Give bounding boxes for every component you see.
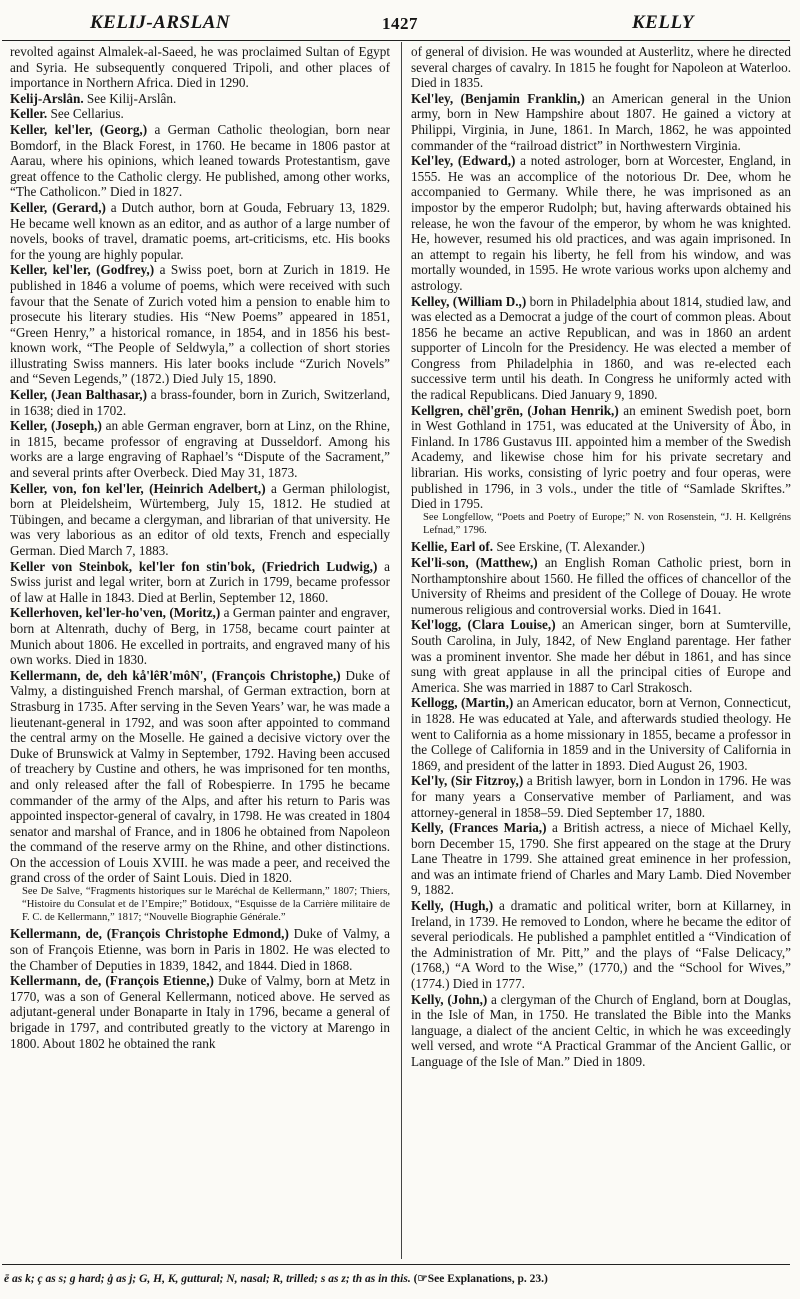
entry-text: a Dutch author, born at Gouda, February 13, 1829. He became well known as an editor, and as author of a large number of novels, books of travel, dramatic poems, art-criticisms, etc. His books for the young are highly popular. bbox=[10, 199, 390, 262]
right-column bbox=[411, 44, 791, 1070]
dictionary-entry bbox=[411, 898, 791, 992]
entry-text: a clergyman of the Church of England, born at Douglas, in the Isle of Man, in 1750. He translated the Bible into the Manks language, a dialect of the ancient Celtic, in which he was exceedingly well versed, and wrote “A Practical Grammar of the Ancient Gallic, or Language of the Isle of Man.” Died in 1809. bbox=[411, 991, 791, 1069]
page-number: 1427 bbox=[382, 14, 418, 33]
dictionary-entry bbox=[10, 481, 390, 559]
entry-text: an eminent Swedish poet, born in West Gothland in 1751, was educated at the University of Åbo, in Finland. In 1786 Gustavus III. appointed him a member of the Swedish Academy, and likewise chose him for his private secretary and librarian. His works, consisting of lyric poetry and four operas, were published in 1796, in 3 vols., under the title of “Samlade Skriftes.” Died in 1795. bbox=[411, 402, 792, 512]
entry-text: an American general in the Union army, born in New Hampshire about 1807. He gained a victory at Philippi, Virginia, in June, 1861. In March, 1862, he was appointed commander of the “railroad district” in Northwestern Virginia. bbox=[411, 90, 791, 153]
dictionary-entry bbox=[411, 91, 791, 153]
entry-headword: Keller, kel'ler, (Godfrey,) bbox=[10, 262, 155, 278]
entry-text: a Swiss poet, born at Zurich in 1819. He published in 1846 a volume of poems, which were received with such favour that the Senate of Zurich voted him a pension to enable him to prosecute his literary studies. His “New Poems” appeared in 1851, “Green Henry,” a historical romance, in 1854, and in 1856 his best-known work, “The People of Seldwyla,” a collection of short stories illustrating Swiss manners. His later books include “Zurich Novels” and “Seven Legends,” (1872.) Died July 15, 1890. bbox=[10, 262, 390, 387]
dictionary-entry bbox=[411, 153, 791, 293]
dictionary-entry bbox=[411, 773, 791, 820]
entry-headword: Kel'ly, (Sir Fitzroy,) bbox=[411, 773, 524, 789]
running-head-left: KELIJ-ARSLAN bbox=[90, 12, 231, 33]
entry-headword: Kelij-Arslân. bbox=[10, 90, 84, 106]
dictionary-entry bbox=[411, 555, 791, 617]
entry-headword: Keller, (Joseph,) bbox=[10, 418, 102, 434]
entry-text: See Cellarius. bbox=[47, 106, 124, 122]
column-divider bbox=[401, 42, 402, 1259]
entry-headword: Kellie, Earl of. bbox=[411, 539, 494, 555]
entry-text: born in Philadelphia about 1814, studied law, and was elected as a Democrat a judge of the court of common pleas. About 1856 he became an active Republican, and was in 1860 an ardent supporter of Lincoln for the Presidency. He was elected a member of Congress from Philadelphia in 1860, and was re-elected each successive term until his death. In Congress he uniformly acted with the radical Republicans. Died January 9, 1890. bbox=[411, 293, 791, 403]
entry-headword: Keller, (Gerard,) bbox=[10, 199, 106, 215]
entry-text: a German philologist, born at Pleidelsheim, Würtemberg, July 15, 1812. He studied at Tübingen, and became a clergyman, and librarian of that university. He was very laborious as an editor of old texts, French and especially German. Died March 7, 1883. bbox=[10, 480, 391, 558]
entry-text: Duke of Valmy, a son of François Etienne, was born in Paris in 1802. He was elected to the Chamber of Deputies in 1839, 1842, and 1844. Died in 1868. bbox=[10, 926, 390, 973]
entry-text: an American educator, born at Vernon, Connecticut, in 1828. He was educated at Yale, and afterwards studied theology. He went to California as a home missionary in 1855, became a professor in the College of California in 1859 and in the University of California in 1869, and president of the latter in 1893. Died August 26, 1903. bbox=[411, 695, 791, 773]
entry-text: a British lawyer, born in London in 1796. He was for many years a Conservative member of Parliament, and was attorney-general in 1858–59. Died September 17, 1880. bbox=[411, 773, 791, 820]
header-rule bbox=[2, 40, 790, 41]
entry-headword: Kelley, (William D.,) bbox=[411, 293, 527, 309]
entry-headword: Kelly, (John,) bbox=[411, 991, 488, 1007]
entry-headword: Kellgren, chēl'grēn, (Johan Henrik,) bbox=[411, 402, 619, 418]
entry-text: a British actress, a niece of Michael Kelly, born December 15, 1790. She first appeared on the stage at the Drury Lane Theatre in 1799. She attained great eminence in her profession, and was an intimate friend of Charles and Mary Lamb. Died November 9, 1882. bbox=[411, 820, 791, 898]
dictionary-entry bbox=[10, 418, 390, 480]
entry-headword: Kellermann, de, (François Christophe Edmond,) bbox=[10, 926, 289, 942]
entry-text: a brass-founder, born in Zurich, Switzerland, in 1638; died in 1702. bbox=[10, 387, 390, 418]
entry-text: revolted against Almalek-al-Saeed, he was proclaimed Sultan of Egypt and Syria. He subsequently conquered Tripoli, and other places of importance in Northern Africa. Died in 1290. bbox=[10, 44, 390, 91]
pronunciation-key bbox=[4, 1271, 548, 1285]
entry-text: a dramatic and political writer, born at Killarney, in Ireland, in 1739. He removed to London, where he became the editor of several periodicals. He published a pamphlet entitled a “Vindication of the Administration of Mr. Pitt,” and the plays of “False Delicacy,” (1768,) “A Word to the Wise,” (1770,) and the “School for Wives,” (1774.) Died in 1777. bbox=[411, 898, 792, 992]
entry-text: an English Roman Catholic priest, born in Northamptonshire about 1560. He filled the offices of chancellor of the University of Rheims and president of the College of Douay. He wrote numerous religious and controversial works. Died in 1641. bbox=[411, 555, 792, 617]
entry-headword: Kelly, (Frances Maria,) bbox=[411, 820, 547, 836]
dictionary-entry bbox=[10, 91, 390, 107]
dictionary-entry bbox=[10, 973, 390, 1051]
dictionary-entry bbox=[411, 617, 791, 695]
entry-text: an able German engraver, born at Linz, on the Rhine, in 1815, became professor of engraving at Dusseldorf. Among his works are a large engraving of Raphael’s “Dispute of the Sacrament,” and several prints after Overbeck. Died May 31, 1873. bbox=[10, 418, 391, 481]
left-column bbox=[10, 44, 390, 1051]
running-head-right: KELLY bbox=[632, 12, 694, 33]
dictionary-entry bbox=[411, 294, 791, 403]
entry-headword: Kelly, (Hugh,) bbox=[411, 898, 494, 914]
entry-headword: Kel'logg, (Clara Louise,) bbox=[411, 617, 556, 633]
entry-headword: Kellogg, (Martin,) bbox=[411, 695, 514, 711]
dictionary-entry bbox=[10, 559, 390, 606]
entry-headword: Keller, von, fon kel'ler, (Heinrich Adelbert,) bbox=[10, 480, 266, 496]
entry-headword: Kel'ley, (Benjamin Franklin,) bbox=[411, 90, 585, 106]
entry-headword: Keller, (Jean Balthasar,) bbox=[10, 387, 147, 403]
entry-text: a German painter and engraver, born at Altenrath, duchy of Berg, in 1758, became court painter at Munich about 1806. He excelled in portraits, and engraved many of his own works. Died in 1830. bbox=[10, 605, 390, 668]
entry-headword: Kel'ley, (Edward,) bbox=[411, 153, 516, 169]
footer-rule bbox=[2, 1264, 790, 1265]
entry-headword: Keller. bbox=[10, 106, 48, 122]
entry-text: Duke of Valmy, a distinguished French marshal, of German extraction, born at Strasburg in 1735. After serving in the Seven Years’ war, he was made a lieutenant-general in 1792, and was soon after appointed to command the central army on the Moselle. He gained a decisive victory over the Duke of Brunswick at Valmy in September, 1792. Having been accused of treachery by Custine and others, he was imprisoned for ten months, and only released after the fall of Robespierre. In 1795 he became commander of the army of the Alps, and after his return to Paris was appointed inspector-general of cavalry, in 1798. He was created in 1804 senator and marshal of France, and in 1806 he obtained from Napoleon the command of the reserve army on the Rhine, and other distinctions. On the accession of Louis XVIII. he was made a peer, and received the grand cross of the order of Saint Louis. Died in 1820. bbox=[10, 667, 390, 886]
dictionary-entry bbox=[10, 106, 390, 122]
entry-headword: Keller von Steinbok, kel'ler fon stin'bok, (Friedrich Ludwig,) bbox=[10, 558, 378, 574]
entry-headword: Keller, kel'ler, (Georg,) bbox=[10, 121, 148, 137]
dictionary-entry bbox=[10, 44, 390, 91]
entry-text: See De Salve, “Fragments historiques sur le Maréchal de Kellermann,” 1807; Thiers, “Histoire du Consulat et de l’Empire;” Botidoux, “Esquisse de la Carrière militaire de F. C. de Kellermann,” 1817; “Nouvelle Biographie Générale.” bbox=[22, 886, 390, 923]
entry-text: an American singer, born at Sumterville, South Carolina, in July, 1842, of New England parentage. Her father was a prominent inventor. She made her début in 1861, and has since sung with great applause in all the principal cities of Europe and America. She was married in 1887 to Carl Strakosch. bbox=[411, 617, 791, 695]
dictionary-entry bbox=[411, 820, 791, 898]
explanations-note: (☞See Explanations, p. 23.) bbox=[413, 1273, 548, 1285]
entry-text: a Swiss jurist and legal writer, born at Zurich in 1799, became professor of law at Halle in 1843. Died at Berlin, September 12, 1860. bbox=[10, 558, 390, 605]
reference-note bbox=[423, 512, 791, 538]
dictionary-entry bbox=[10, 262, 390, 387]
dictionary-entry bbox=[411, 992, 791, 1070]
entry-headword: Kel'li-son, (Matthew,) bbox=[411, 555, 538, 570]
dictionary-entry bbox=[411, 695, 791, 773]
entry-text: of general of division. He was wounded at Austerlitz, where he directed several charges of cavalry. In 1815 he fought for Napoleon at Waterloo. Died in 1835. bbox=[411, 44, 791, 91]
pronunciation-key-text: ē as k; ç as s; g hard; ġ as j; G, H, K, guttural; N, nasal; R, trilled; s as z; th as in this. bbox=[4, 1273, 411, 1285]
entry-headword: Kellermann, de, (François Etienne,) bbox=[10, 973, 214, 989]
dictionary-entry bbox=[10, 122, 390, 200]
entry-text: See Kilij-Arslân. bbox=[83, 90, 177, 106]
dictionary-entry bbox=[10, 605, 390, 667]
dictionary-entry bbox=[411, 44, 791, 91]
entry-text: a noted astrologer, born at Worcester, England, in 1555. He was an accomplice of the notorious Dr. Dee, whom he accompanied to Germany. While there, he was imprisoned as an impostor by the emperor Rudolph; but, having afterwards obtained his release, he won the favour of the emperor, by whom he was knighted. He, however, resumed his old practices, and was again imprisoned. In an attempt to regain his liberty, he fell from his window, and was mortally wounded, in 1595. He wrote various works upon alchemy and astrology. bbox=[411, 153, 791, 293]
reference-note bbox=[22, 886, 390, 924]
dictionary-entry bbox=[10, 387, 390, 418]
dictionary-entry bbox=[10, 668, 390, 886]
dictionary-entry bbox=[411, 539, 791, 555]
entry-text: See Erskine, (T. Alexander.) bbox=[493, 539, 645, 555]
dictionary-entry bbox=[10, 200, 390, 262]
entry-headword: Kellermann, de, deh kå'lêR'môN', (François Christophe,) bbox=[10, 667, 341, 683]
entry-text: See Longfellow, “Poets and Poetry of Europe;” N. von Rosenstein, “J. H. Kellgréns Lefnad,” 1796. bbox=[423, 511, 791, 536]
dictionary-entry bbox=[10, 926, 390, 973]
entry-text: Duke of Valmy, born at Metz in 1770, was a son of General Kellermann, noticed above. He served as adjutant-general under Bonaparte in Italy in 1796, became a general of brigade in 1797, and contributed greatly to the victory at Marengo in 1800. About 1802 he obtained the rank bbox=[10, 973, 390, 1051]
dictionary-entry bbox=[411, 403, 791, 512]
entry-text: a German Catholic theologian, born near Bomdorf, in the Black Forest, in 1760. He became in 1806 pastor at Aarau, where his opinions, which leaned towards Protestantism, gave great offence to the Catholic clergy. He published, among other works, “The Catholicon.” Died in 1827. bbox=[10, 121, 391, 200]
entry-headword: Kellerhoven, kel'ler-ho'ven, (Moritz,) bbox=[10, 605, 221, 621]
